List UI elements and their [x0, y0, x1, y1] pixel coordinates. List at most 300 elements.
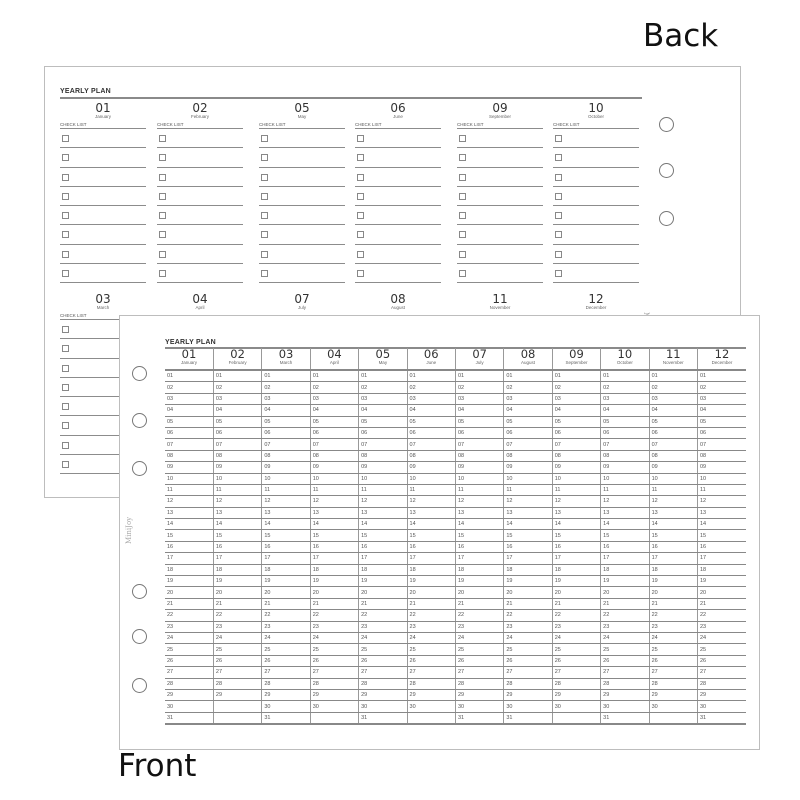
checkbox[interactable] — [357, 212, 364, 219]
checkbox[interactable] — [555, 231, 562, 238]
day-cell[interactable]: 24 — [697, 632, 746, 643]
day-cell[interactable]: 25 — [649, 644, 697, 655]
day-cell[interactable]: 08 — [310, 450, 358, 461]
day-cell[interactable]: 12 — [359, 496, 407, 507]
day-cell[interactable]: 26 — [310, 655, 358, 666]
day-cell[interactable]: 30 — [601, 701, 649, 712]
checkbox[interactable] — [555, 212, 562, 219]
checkbox[interactable] — [357, 154, 364, 161]
day-cell[interactable]: 16 — [504, 541, 552, 552]
checkbox[interactable] — [261, 251, 268, 258]
day-cell[interactable]: 15 — [504, 530, 552, 541]
day-cell[interactable]: 28 — [601, 678, 649, 689]
day-cell[interactable]: 25 — [213, 644, 261, 655]
day-cell[interactable]: 22 — [552, 610, 600, 621]
day-cell[interactable]: 05 — [213, 416, 261, 427]
day-cell[interactable]: 02 — [455, 382, 503, 393]
day-cell[interactable]: 29 — [552, 689, 600, 700]
checkbox[interactable] — [159, 251, 166, 258]
checkbox[interactable] — [357, 251, 364, 258]
checkbox[interactable] — [357, 174, 364, 181]
day-cell[interactable]: 28 — [455, 678, 503, 689]
day-cell[interactable]: 12 — [310, 496, 358, 507]
day-cell[interactable]: 17 — [165, 553, 213, 564]
day-cell[interactable]: 16 — [359, 541, 407, 552]
day-cell[interactable]: 14 — [649, 519, 697, 530]
day-cell[interactable]: 20 — [262, 587, 310, 598]
day-cell[interactable]: 10 — [697, 473, 746, 484]
checkbox[interactable] — [159, 135, 166, 142]
day-cell[interactable]: 18 — [407, 564, 455, 575]
day-cell[interactable]: 11 — [504, 484, 552, 495]
day-cell[interactable] — [213, 701, 261, 712]
day-cell[interactable]: 22 — [601, 610, 649, 621]
day-cell[interactable]: 13 — [359, 507, 407, 518]
day-cell[interactable]: 10 — [407, 473, 455, 484]
checkbox[interactable] — [459, 231, 466, 238]
day-cell[interactable]: 27 — [697, 667, 746, 678]
day-cell[interactable]: 27 — [649, 667, 697, 678]
day-cell[interactable]: 07 — [649, 439, 697, 450]
day-cell[interactable]: 20 — [407, 587, 455, 598]
day-cell[interactable]: 16 — [310, 541, 358, 552]
day-cell[interactable]: 19 — [262, 576, 310, 587]
day-cell[interactable]: 29 — [165, 689, 213, 700]
day-cell[interactable]: 05 — [165, 416, 213, 427]
day-cell[interactable]: 28 — [262, 678, 310, 689]
day-cell[interactable]: 19 — [310, 576, 358, 587]
day-cell[interactable]: 01 — [407, 370, 455, 382]
day-cell[interactable]: 05 — [649, 416, 697, 427]
day-cell[interactable]: 21 — [601, 598, 649, 609]
day-cell[interactable]: 03 — [455, 393, 503, 404]
day-cell[interactable]: 05 — [359, 416, 407, 427]
day-cell[interactable]: 23 — [407, 621, 455, 632]
day-cell[interactable]: 11 — [455, 484, 503, 495]
day-cell[interactable]: 25 — [455, 644, 503, 655]
day-cell[interactable]: 02 — [310, 382, 358, 393]
day-cell[interactable]: 03 — [601, 393, 649, 404]
day-cell[interactable]: 13 — [165, 507, 213, 518]
day-cell[interactable]: 04 — [310, 405, 358, 416]
checkbox[interactable] — [261, 135, 268, 142]
day-cell[interactable]: 23 — [359, 621, 407, 632]
day-cell[interactable]: 13 — [697, 507, 746, 518]
day-cell[interactable]: 09 — [697, 462, 746, 473]
day-cell[interactable]: 02 — [552, 382, 600, 393]
day-cell[interactable]: 01 — [310, 370, 358, 382]
day-cell[interactable]: 21 — [455, 598, 503, 609]
day-cell[interactable]: 24 — [455, 632, 503, 643]
day-cell[interactable]: 20 — [165, 587, 213, 598]
day-cell[interactable]: 09 — [552, 462, 600, 473]
day-cell[interactable]: 04 — [165, 405, 213, 416]
day-cell[interactable]: 14 — [213, 519, 261, 530]
day-cell[interactable]: 29 — [649, 689, 697, 700]
day-cell[interactable]: 01 — [697, 370, 746, 382]
day-cell[interactable]: 18 — [601, 564, 649, 575]
day-cell[interactable]: 24 — [359, 632, 407, 643]
day-cell[interactable]: 14 — [359, 519, 407, 530]
day-cell[interactable]: 10 — [262, 473, 310, 484]
day-cell[interactable]: 19 — [165, 576, 213, 587]
day-cell[interactable]: 21 — [649, 598, 697, 609]
day-cell[interactable]: 16 — [697, 541, 746, 552]
day-cell[interactable]: 03 — [310, 393, 358, 404]
day-cell[interactable]: 22 — [165, 610, 213, 621]
day-cell[interactable]: 04 — [552, 405, 600, 416]
day-cell[interactable]: 26 — [455, 655, 503, 666]
checkbox[interactable] — [261, 212, 268, 219]
day-cell[interactable]: 16 — [165, 541, 213, 552]
day-cell[interactable]: 06 — [310, 427, 358, 438]
day-cell[interactable]: 09 — [213, 462, 261, 473]
day-cell[interactable]: 10 — [601, 473, 649, 484]
day-cell[interactable]: 20 — [310, 587, 358, 598]
checkbox[interactable] — [62, 442, 69, 449]
checkbox[interactable] — [459, 135, 466, 142]
day-cell[interactable]: 09 — [455, 462, 503, 473]
day-cell[interactable]: 28 — [310, 678, 358, 689]
day-cell[interactable]: 11 — [262, 484, 310, 495]
day-cell[interactable]: 19 — [649, 576, 697, 587]
day-cell[interactable]: 07 — [504, 439, 552, 450]
day-cell[interactable]: 21 — [504, 598, 552, 609]
day-cell[interactable]: 07 — [310, 439, 358, 450]
day-cell[interactable]: 19 — [213, 576, 261, 587]
day-cell[interactable]: 13 — [407, 507, 455, 518]
day-cell[interactable]: 26 — [262, 655, 310, 666]
day-cell[interactable]: 14 — [504, 519, 552, 530]
day-cell[interactable]: 05 — [504, 416, 552, 427]
checkbox[interactable] — [159, 174, 166, 181]
day-cell[interactable]: 22 — [649, 610, 697, 621]
day-cell[interactable]: 29 — [262, 689, 310, 700]
day-cell[interactable]: 10 — [552, 473, 600, 484]
day-cell[interactable]: 19 — [552, 576, 600, 587]
day-cell[interactable]: 26 — [552, 655, 600, 666]
day-cell[interactable]: 05 — [407, 416, 455, 427]
checkbox[interactable] — [261, 154, 268, 161]
day-cell[interactable]: 14 — [262, 519, 310, 530]
day-cell[interactable]: 22 — [407, 610, 455, 621]
day-cell[interactable]: 23 — [455, 621, 503, 632]
day-cell[interactable]: 06 — [552, 427, 600, 438]
checkbox[interactable] — [159, 231, 166, 238]
checkbox[interactable] — [261, 193, 268, 200]
day-cell[interactable]: 27 — [455, 667, 503, 678]
day-cell[interactable]: 27 — [359, 667, 407, 678]
day-cell[interactable]: 02 — [504, 382, 552, 393]
day-cell[interactable]: 06 — [601, 427, 649, 438]
day-cell[interactable]: 04 — [407, 405, 455, 416]
day-cell[interactable]: 03 — [262, 393, 310, 404]
checkbox[interactable] — [555, 251, 562, 258]
day-cell[interactable]: 31 — [262, 712, 310, 724]
day-cell[interactable]: 01 — [213, 370, 261, 382]
checkbox[interactable] — [459, 251, 466, 258]
day-cell[interactable]: 28 — [504, 678, 552, 689]
day-cell[interactable]: 06 — [504, 427, 552, 438]
day-cell[interactable]: 07 — [455, 439, 503, 450]
day-cell[interactable]: 14 — [601, 519, 649, 530]
day-cell[interactable]: 05 — [455, 416, 503, 427]
day-cell[interactable]: 20 — [504, 587, 552, 598]
checkbox[interactable] — [62, 270, 69, 277]
day-cell[interactable]: 20 — [697, 587, 746, 598]
day-cell[interactable]: 14 — [310, 519, 358, 530]
day-cell[interactable]: 16 — [213, 541, 261, 552]
day-cell[interactable]: 19 — [601, 576, 649, 587]
day-cell[interactable]: 03 — [359, 393, 407, 404]
checkbox[interactable] — [159, 212, 166, 219]
day-cell[interactable]: 26 — [504, 655, 552, 666]
day-cell[interactable]: 22 — [504, 610, 552, 621]
day-cell[interactable]: 21 — [213, 598, 261, 609]
day-cell[interactable]: 09 — [601, 462, 649, 473]
day-cell[interactable]: 06 — [649, 427, 697, 438]
day-cell[interactable]: 16 — [262, 541, 310, 552]
day-cell[interactable]: 25 — [697, 644, 746, 655]
day-cell[interactable]: 29 — [601, 689, 649, 700]
day-cell[interactable]: 06 — [213, 427, 261, 438]
day-cell[interactable]: 15 — [649, 530, 697, 541]
day-cell[interactable]: 04 — [262, 405, 310, 416]
day-cell[interactable] — [407, 712, 455, 724]
day-cell[interactable]: 07 — [697, 439, 746, 450]
day-cell[interactable]: 19 — [407, 576, 455, 587]
day-cell[interactable]: 20 — [649, 587, 697, 598]
day-cell[interactable]: 28 — [407, 678, 455, 689]
day-cell[interactable]: 17 — [262, 553, 310, 564]
day-cell[interactable]: 11 — [601, 484, 649, 495]
day-cell[interactable]: 27 — [165, 667, 213, 678]
day-cell[interactable]: 25 — [504, 644, 552, 655]
day-cell[interactable]: 08 — [213, 450, 261, 461]
day-cell[interactable]: 23 — [165, 621, 213, 632]
day-cell[interactable]: 05 — [310, 416, 358, 427]
day-cell[interactable]: 10 — [310, 473, 358, 484]
day-cell[interactable]: 20 — [455, 587, 503, 598]
day-cell[interactable]: 30 — [504, 701, 552, 712]
day-cell[interactable]: 25 — [552, 644, 600, 655]
day-cell[interactable]: 12 — [697, 496, 746, 507]
day-cell[interactable]: 19 — [697, 576, 746, 587]
day-cell[interactable]: 15 — [455, 530, 503, 541]
day-cell[interactable]: 08 — [649, 450, 697, 461]
day-cell[interactable]: 05 — [601, 416, 649, 427]
day-cell[interactable]: 20 — [552, 587, 600, 598]
day-cell[interactable]: 19 — [359, 576, 407, 587]
checkbox[interactable] — [62, 326, 69, 333]
day-cell[interactable]: 08 — [262, 450, 310, 461]
day-cell[interactable]: 27 — [601, 667, 649, 678]
checkbox[interactable] — [357, 193, 364, 200]
day-cell[interactable]: 18 — [504, 564, 552, 575]
day-cell[interactable]: 26 — [601, 655, 649, 666]
day-cell[interactable]: 19 — [504, 576, 552, 587]
day-cell[interactable]: 30 — [407, 701, 455, 712]
day-cell[interactable]: 13 — [504, 507, 552, 518]
day-cell[interactable]: 01 — [165, 370, 213, 382]
day-cell[interactable]: 14 — [455, 519, 503, 530]
day-cell[interactable]: 03 — [552, 393, 600, 404]
day-cell[interactable]: 12 — [165, 496, 213, 507]
day-cell[interactable]: 30 — [359, 701, 407, 712]
day-cell[interactable]: 08 — [359, 450, 407, 461]
day-cell[interactable]: 29 — [407, 689, 455, 700]
checkbox[interactable] — [62, 212, 69, 219]
checkbox[interactable] — [62, 422, 69, 429]
day-cell[interactable]: 28 — [213, 678, 261, 689]
day-cell[interactable]: 25 — [262, 644, 310, 655]
day-cell[interactable]: 12 — [407, 496, 455, 507]
day-cell[interactable]: 10 — [359, 473, 407, 484]
day-cell[interactable]: 23 — [262, 621, 310, 632]
day-cell[interactable]: 25 — [359, 644, 407, 655]
day-cell[interactable]: 29 — [359, 689, 407, 700]
day-cell[interactable]: 18 — [213, 564, 261, 575]
day-cell[interactable]: 28 — [697, 678, 746, 689]
day-cell[interactable]: 10 — [213, 473, 261, 484]
day-cell[interactable]: 29 — [697, 689, 746, 700]
checkbox[interactable] — [459, 154, 466, 161]
day-cell[interactable]: 27 — [262, 667, 310, 678]
day-cell[interactable]: 24 — [310, 632, 358, 643]
day-cell[interactable]: 06 — [697, 427, 746, 438]
day-cell[interactable]: 24 — [165, 632, 213, 643]
day-cell[interactable]: 25 — [165, 644, 213, 655]
day-cell[interactable]: 16 — [649, 541, 697, 552]
day-cell[interactable]: 26 — [165, 655, 213, 666]
day-cell[interactable]: 24 — [213, 632, 261, 643]
day-cell[interactable]: 30 — [697, 701, 746, 712]
checkbox[interactable] — [159, 154, 166, 161]
day-cell[interactable]: 13 — [552, 507, 600, 518]
day-cell[interactable]: 03 — [504, 393, 552, 404]
checkbox[interactable] — [459, 212, 466, 219]
day-cell[interactable]: 06 — [407, 427, 455, 438]
checkbox[interactable] — [555, 270, 562, 277]
day-cell[interactable]: 28 — [165, 678, 213, 689]
day-cell[interactable] — [213, 712, 261, 724]
day-cell[interactable]: 15 — [359, 530, 407, 541]
day-cell[interactable]: 08 — [697, 450, 746, 461]
day-cell[interactable]: 31 — [697, 712, 746, 724]
day-cell[interactable]: 26 — [407, 655, 455, 666]
day-cell[interactable]: 11 — [310, 484, 358, 495]
day-cell[interactable]: 23 — [213, 621, 261, 632]
day-cell[interactable]: 26 — [649, 655, 697, 666]
day-cell[interactable]: 23 — [310, 621, 358, 632]
day-cell[interactable]: 05 — [552, 416, 600, 427]
day-cell[interactable]: 30 — [262, 701, 310, 712]
checkbox[interactable] — [459, 270, 466, 277]
day-cell[interactable]: 15 — [310, 530, 358, 541]
day-cell[interactable]: 11 — [213, 484, 261, 495]
day-cell[interactable]: 24 — [649, 632, 697, 643]
day-cell[interactable]: 18 — [262, 564, 310, 575]
checkbox[interactable] — [261, 270, 268, 277]
checkbox[interactable] — [555, 135, 562, 142]
day-cell[interactable]: 29 — [213, 689, 261, 700]
day-cell[interactable]: 01 — [359, 370, 407, 382]
day-cell[interactable] — [552, 712, 600, 724]
day-cell[interactable]: 15 — [601, 530, 649, 541]
checkbox[interactable] — [555, 154, 562, 161]
day-cell[interactable]: 28 — [359, 678, 407, 689]
day-cell[interactable]: 02 — [649, 382, 697, 393]
day-cell[interactable]: 02 — [213, 382, 261, 393]
day-cell[interactable]: 17 — [649, 553, 697, 564]
day-cell[interactable]: 21 — [262, 598, 310, 609]
day-cell[interactable]: 26 — [697, 655, 746, 666]
day-cell[interactable]: 24 — [552, 632, 600, 643]
day-cell[interactable]: 30 — [649, 701, 697, 712]
day-cell[interactable]: 13 — [213, 507, 261, 518]
day-cell[interactable]: 12 — [262, 496, 310, 507]
day-cell[interactable]: 06 — [455, 427, 503, 438]
day-cell[interactable]: 11 — [359, 484, 407, 495]
day-cell[interactable]: 17 — [552, 553, 600, 564]
day-cell[interactable]: 23 — [697, 621, 746, 632]
checkbox[interactable] — [62, 174, 69, 181]
day-cell[interactable]: 16 — [601, 541, 649, 552]
day-cell[interactable]: 12 — [504, 496, 552, 507]
day-cell[interactable]: 11 — [649, 484, 697, 495]
day-cell[interactable]: 20 — [213, 587, 261, 598]
day-cell[interactable]: 04 — [601, 405, 649, 416]
day-cell[interactable]: 04 — [455, 405, 503, 416]
day-cell[interactable]: 15 — [697, 530, 746, 541]
day-cell[interactable]: 21 — [407, 598, 455, 609]
checkbox[interactable] — [159, 193, 166, 200]
day-cell[interactable]: 27 — [407, 667, 455, 678]
day-cell[interactable]: 22 — [359, 610, 407, 621]
day-cell[interactable]: 17 — [601, 553, 649, 564]
checkbox[interactable] — [62, 154, 69, 161]
day-cell[interactable]: 20 — [359, 587, 407, 598]
day-cell[interactable]: 22 — [262, 610, 310, 621]
day-cell[interactable]: 22 — [213, 610, 261, 621]
day-cell[interactable]: 13 — [310, 507, 358, 518]
day-cell[interactable]: 18 — [310, 564, 358, 575]
day-cell[interactable]: 04 — [697, 405, 746, 416]
day-cell[interactable]: 16 — [455, 541, 503, 552]
checkbox[interactable] — [62, 135, 69, 142]
day-cell[interactable]: 15 — [165, 530, 213, 541]
day-cell[interactable]: 29 — [455, 689, 503, 700]
day-cell[interactable]: 31 — [504, 712, 552, 724]
day-cell[interactable]: 06 — [165, 427, 213, 438]
day-cell[interactable]: 17 — [455, 553, 503, 564]
day-cell[interactable]: 01 — [455, 370, 503, 382]
day-cell[interactable]: 10 — [455, 473, 503, 484]
day-cell[interactable]: 14 — [552, 519, 600, 530]
day-cell[interactable]: 07 — [552, 439, 600, 450]
day-cell[interactable]: 25 — [601, 644, 649, 655]
day-cell[interactable]: 24 — [601, 632, 649, 643]
day-cell[interactable]: 18 — [649, 564, 697, 575]
day-cell[interactable]: 26 — [359, 655, 407, 666]
day-cell[interactable]: 24 — [504, 632, 552, 643]
day-cell[interactable]: 03 — [407, 393, 455, 404]
day-cell[interactable]: 25 — [407, 644, 455, 655]
day-cell[interactable]: 29 — [310, 689, 358, 700]
day-cell[interactable]: 12 — [213, 496, 261, 507]
day-cell[interactable]: 10 — [649, 473, 697, 484]
day-cell[interactable] — [310, 712, 358, 724]
